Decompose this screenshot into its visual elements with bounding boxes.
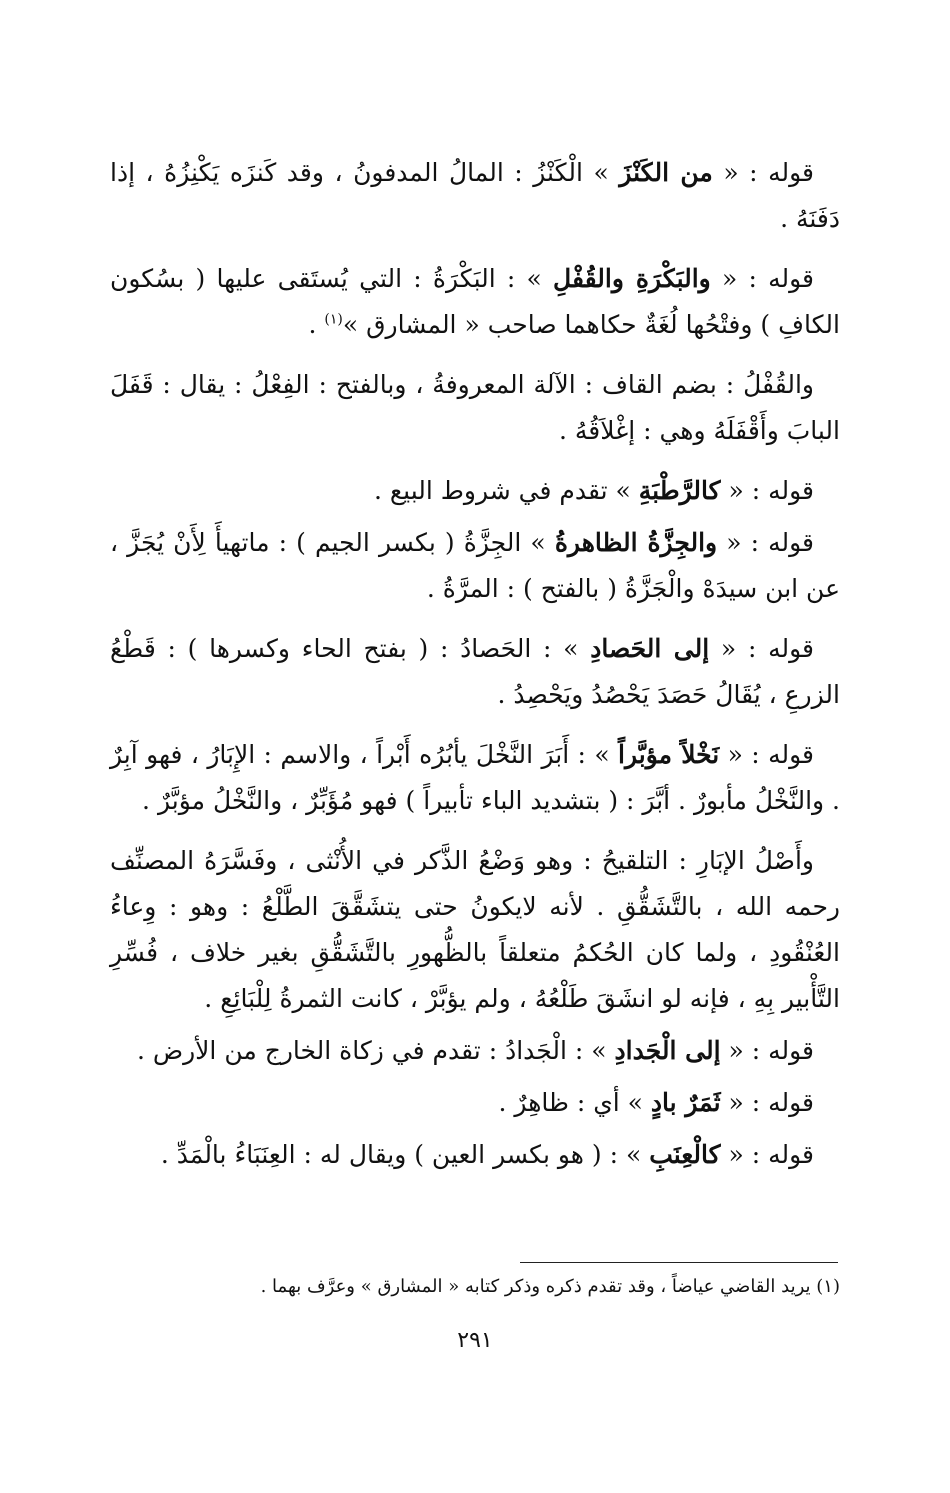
- entry-term: نَخْلاً مؤبَّراً: [618, 740, 720, 769]
- entry-term: ثَمَرٌ بادٍ: [650, 1088, 721, 1117]
- entry-bakra: قوله : « والبَكْرَةِ والقُفْلِ » : البَكْرَةُ : التي يُستَقى عليها ( بسُكون الكافِ ) وفتْحُها لُغَةٌ حكاهما صاحب « المشارق »$^{(١)}$ .: [110, 264, 840, 339]
- footnote-divider: [520, 1262, 838, 1263]
- page-body: [110, 150, 840, 1184]
- entry-term: والبَكْرَةِ والقُفْلِ: [553, 264, 711, 293]
- entry-thamar: قوله : « ثَمَرٌ بادٍ » أي : ظاهِرٌ .: [498, 1088, 814, 1117]
- entry-jizza: قوله : « والجِزَّةُ الظاهرةُ » الجِزَّةُ ( بكسر الجيم ) : ماتهيأَ لِأَنْ يُجَزَّ ، عن ابن سيدَهْ والْجَزَّةُ ( بالفتح ) : المرَّةُ .: [110, 528, 840, 603]
- entry-muabbar: قوله : « نَخْلاً مؤبَّراً » : أَبَرَ النَّخْلَ يأبُرُه أَبْراً ، والاسم : الإِبَارُ ، فهو آبِرٌ . والنَّخْلُ مأبورٌ . أبَّرَ : ( بتشديد الباء تأبيراً ) فهو مُؤَبِّرٌ ، والنَّخْلُ مؤبَّرٌ .: [110, 740, 840, 815]
- footnote-marker: (١): [816, 1276, 840, 1297]
- entry-kanz: قوله : « من الكَنْزَ » الْكَنْزُ : المالُ المدفونُ ، وقد كَنزَه يَكْنِزُهُ ، إذا دَفَنَهُ .: [110, 158, 840, 233]
- entry-term: إلى الحَصادِ: [590, 634, 710, 663]
- entry-qufl: والقُفْلُ : بضم القاف : الآلة المعروفةُ ، وبالفتح : الفِعْلُ : يقال : قَفَلَ البابَ وأَقْفَلَهُ وهي : إغْلاَقُهُ .: [110, 370, 840, 445]
- entry-inab: قوله : « كالْعِنَبِ » : ( هو بكسر العين ) ويقال له : العِنَبَاءُ بالْمَدِّ .: [160, 1140, 814, 1169]
- entry-term: والجِزَّةُ الظاهرةُ: [554, 528, 718, 557]
- footnote-ref: (١): [324, 311, 343, 328]
- entry-hasad: قوله : « إلى الحَصادِ » : الحَصادُ : ( بفتح الحاء وكسرها ) : قَطْعُ الزرعِ ، يُقَالُ حَصَدَ يَحْصُدُ ويَحْصِدُ .: [110, 634, 840, 709]
- entry-term: من الكَنْزَ: [619, 158, 713, 187]
- entry-jadad: قوله : « إلى الْجَدادِ » : الْجَدادُ : تقدم في زكاة الخارج من الأرض .: [136, 1036, 814, 1065]
- footnote: [110, 1272, 840, 1302]
- page-number: ٢٩١: [457, 1328, 493, 1353]
- entry-ibar: وأَصْلُ الإبَارِ : التلقيحُ : وهو وَضْعُ الذَّكر في الأُنْثى ، وفَسَّرَهُ المصنِّف رحمه الله ، بالتَّشَقُّقِ . لأنه لايكونُ حتى يتشَقَّقَ الطَّلْعُ : وهو : وِعاءُ العُنْقُودِ ، ولما كان الحُكمُ متعلقاً بالظُّهورِ بالتَّشَقُّقِ بغير خلاف ، فُسِّرِ التَّأْبير بِهِ ، فإنه لو انشَقَ طَلْعُهُ ، ولم يؤبَّرْ ، كانت الثمرةُ لِلْبَائِعِ .: [110, 846, 840, 1013]
- entry-term: كالْعِنَبِ: [649, 1140, 721, 1169]
- footnote-text: يريد القاضي عياضاً ، وقد تقدم ذكره وذكر كتابه « المشارق » وعرَّف بهما .: [260, 1276, 811, 1297]
- entry-term: كالرَّطْبَةِ: [638, 476, 721, 505]
- entry-ratba: قوله : « كالرَّطْبَةِ » تقدم في شروط البيع .: [373, 476, 814, 505]
- entry-term: إلى الْجَدادِ: [614, 1036, 721, 1065]
